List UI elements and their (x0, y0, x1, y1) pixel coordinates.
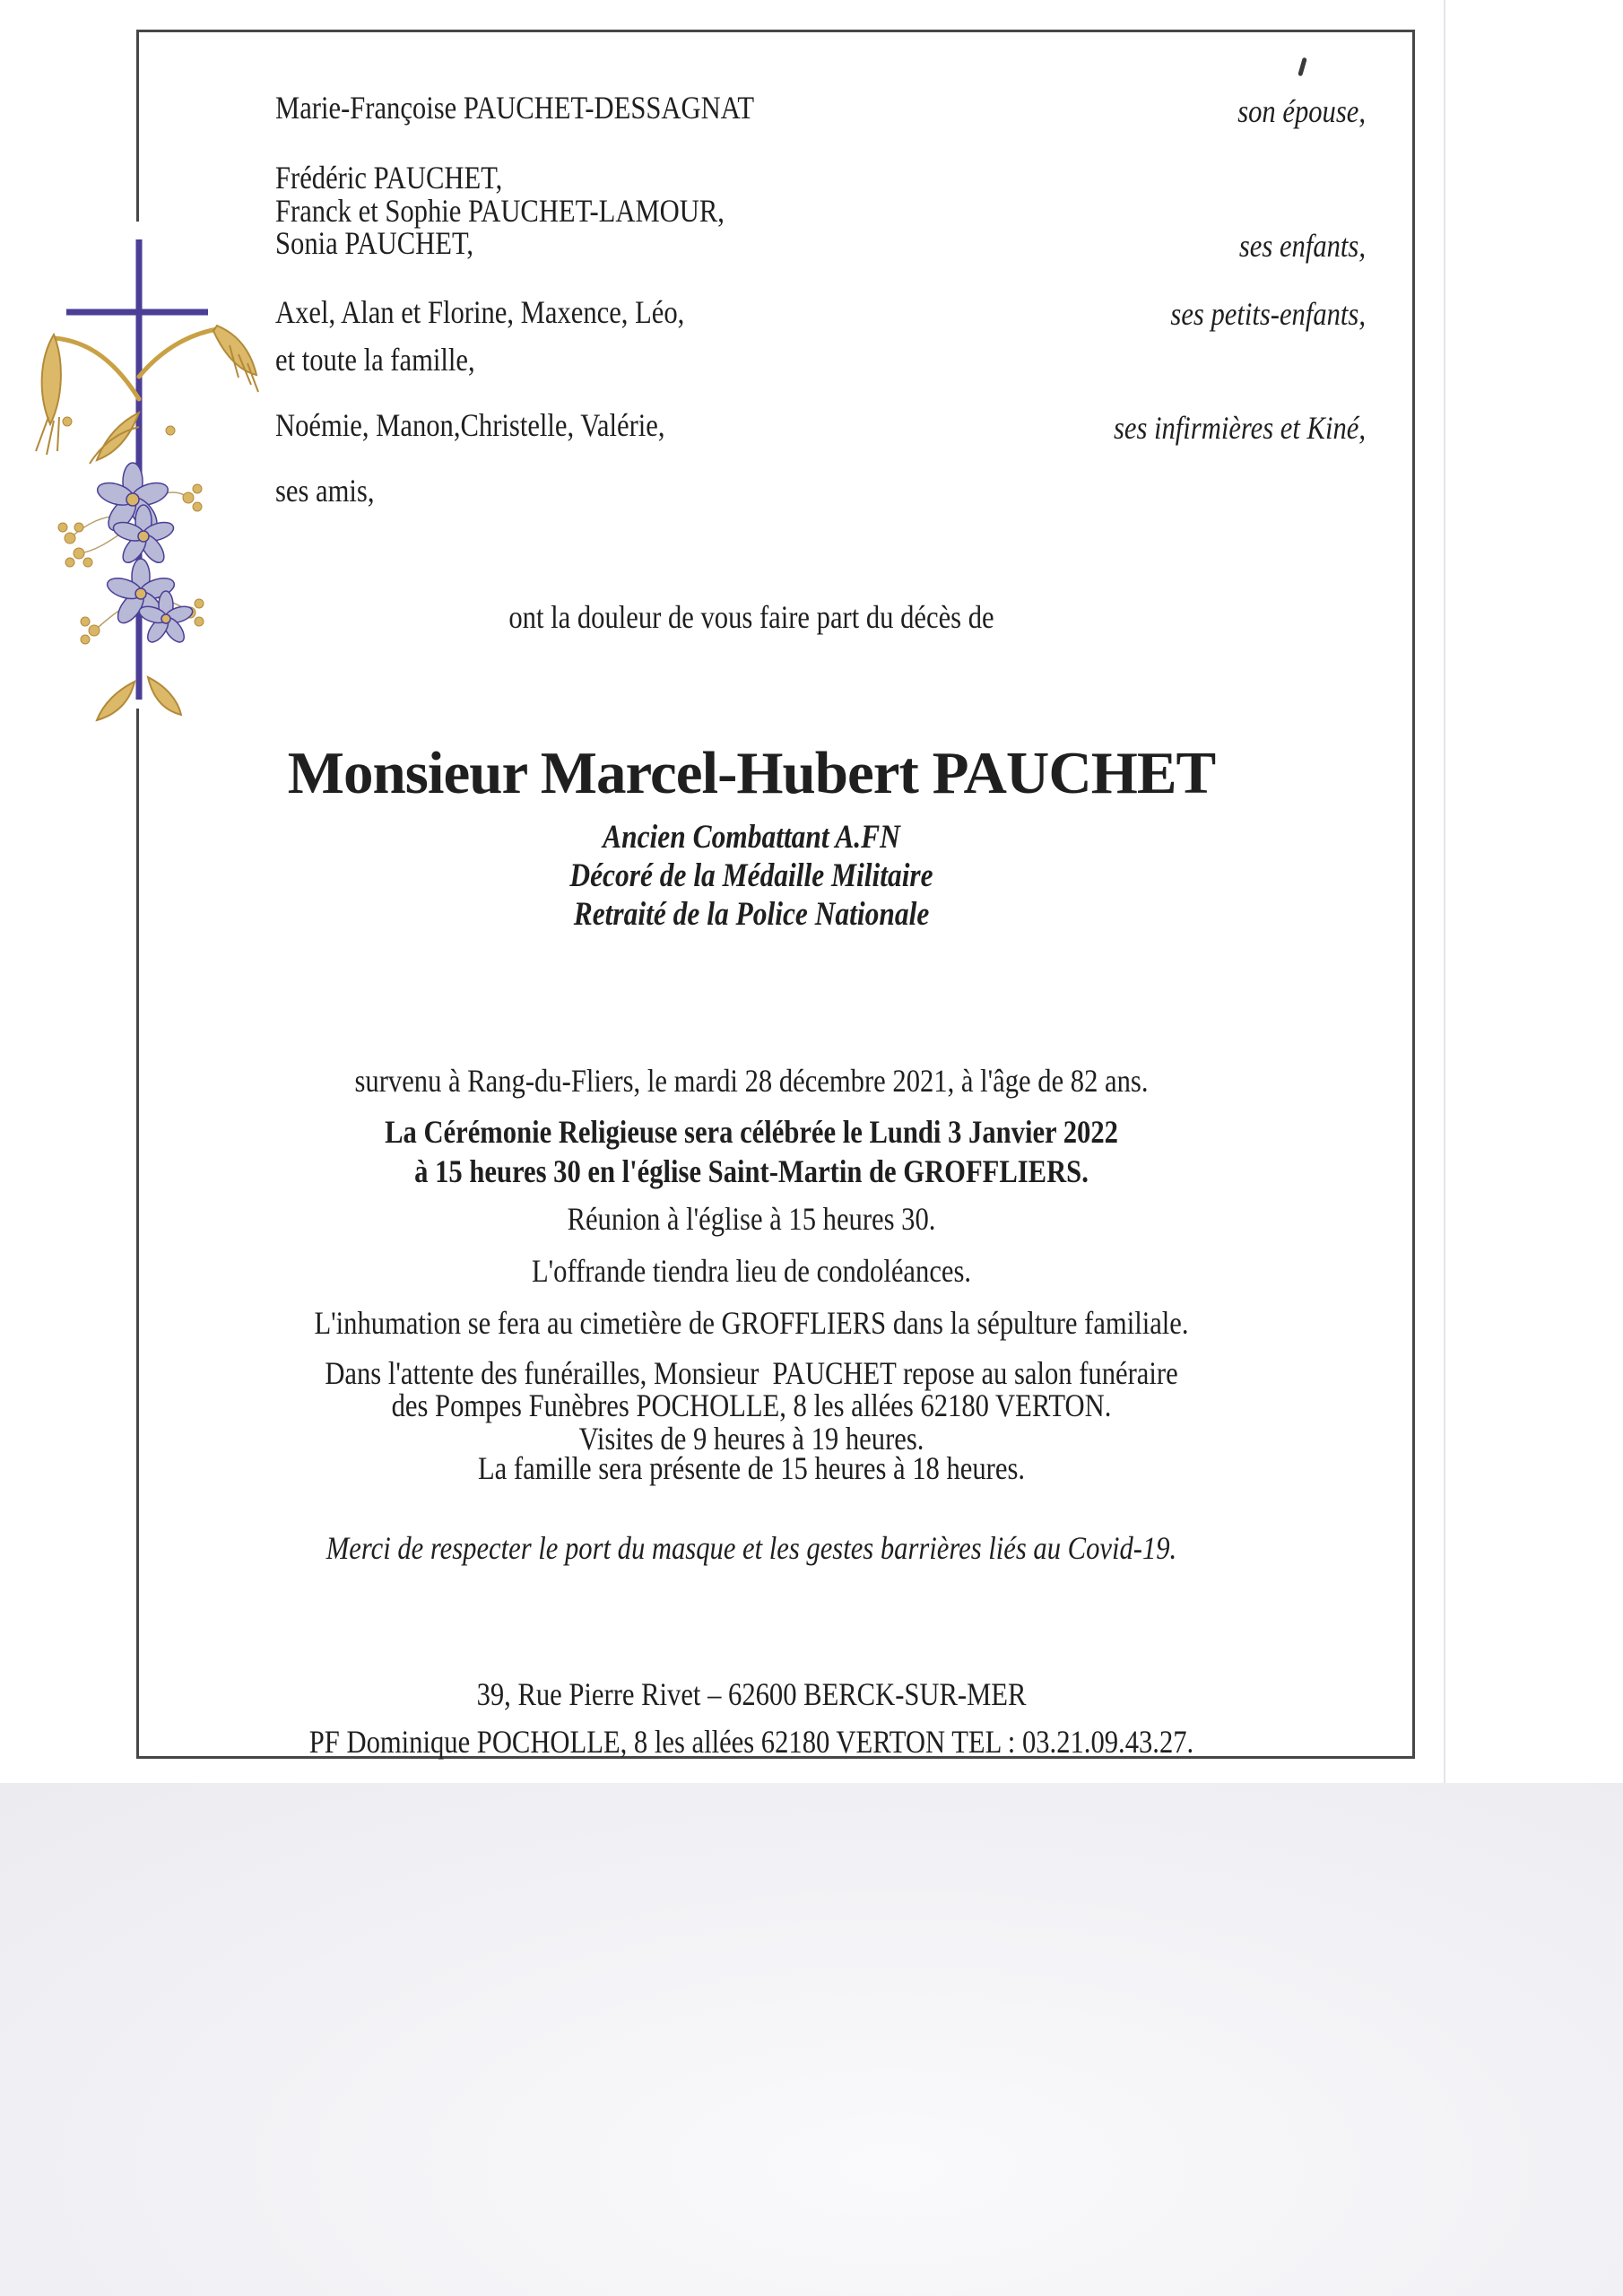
address-line: 39, Rue Pierre Rivet – 62600 BERCK-SUR-MER (476, 1676, 1027, 1712)
funeral-director-line: PF Dominique POCHOLLE, 8 les allées 62180 VERTON TEL : 03.21.09.43.27. (308, 1724, 1194, 1760)
deceased-title: Décoré de la Médaille Militaire (569, 857, 933, 894)
mourner-name-line: et toute la famille, (275, 342, 475, 378)
scan-background-band (0, 1783, 1623, 2296)
funeral-home-line: La famille sera présente de 15 heures à 18 heures. (477, 1450, 1026, 1486)
mourner-name-line: ses amis, (275, 473, 375, 509)
deceased-title: Retraité de la Police Nationale (573, 896, 930, 933)
deceased-title: Ancien Combattant A.FN (603, 819, 900, 856)
funeral-home-line: Dans l'attente des funérailles, Monsieur PAUCHET repose au salon funéraire (325, 1355, 1178, 1391)
ceremony-line: à 15 heures 30 en l'église Saint-Martin de GROFFLIERS. (414, 1153, 1089, 1189)
scan-page-edge (1444, 0, 1445, 1783)
mourner-name-line: Marie-Françoise PAUCHET-DESSAGNAT (275, 90, 755, 126)
relation-label: ses enfants, (1238, 228, 1366, 264)
burial-line: L'inhumation se fera au cimetière de GROFFLIERS dans la sépulture familiale. (314, 1305, 1189, 1341)
relation-label: ses infirmières et Kiné, (1113, 410, 1366, 446)
mourner-name-line: Axel, Alan et Florine, Maxence, Léo, (275, 294, 685, 330)
funeral-home-line: des Pompes Funèbres POCHOLLE, 8 les allées 62180 VERTON. (391, 1387, 1112, 1423)
announcement-line: ont la douleur de vous faire part du décès de (508, 599, 994, 635)
card-content (135, 0, 1368, 1794)
ceremony-line: La Cérémonie Religieuse sera célébrée le Lundi 3 Janvier 2022 (385, 1114, 1118, 1150)
funeral-home-line: Visites de 9 heures à 19 heures. (578, 1421, 924, 1457)
frame-border-right (1412, 30, 1415, 1759)
relation-label: ses petits-enfants, (1170, 296, 1366, 332)
mourner-name-line: Franck et Sophie PAUCHET-LAMOUR, (275, 193, 725, 229)
death-date-line: survenu à Rang-du-Fliers, le mardi 28 décembre 2021, à l'âge de 82 ans. (354, 1063, 1149, 1099)
meeting-line: Réunion à l'église à 15 heures 30. (567, 1201, 936, 1237)
mourner-name-line: Sonia PAUCHET, (275, 225, 474, 261)
mourner-name-line: Noémie, Manon,Christelle, Valérie, (275, 407, 665, 443)
covid-notice: Merci de respecter le port du masque et les gestes barrières liés au Covid-19. (325, 1530, 1177, 1566)
deceased-name: Monsieur Marcel-Hubert PAUCHET (287, 740, 1216, 806)
mourner-name-line: Frédéric PAUCHET, (275, 160, 503, 196)
relation-label: son épouse, (1237, 93, 1366, 129)
offering-line: L'offrande tiendra lieu de condoléances. (531, 1253, 972, 1289)
